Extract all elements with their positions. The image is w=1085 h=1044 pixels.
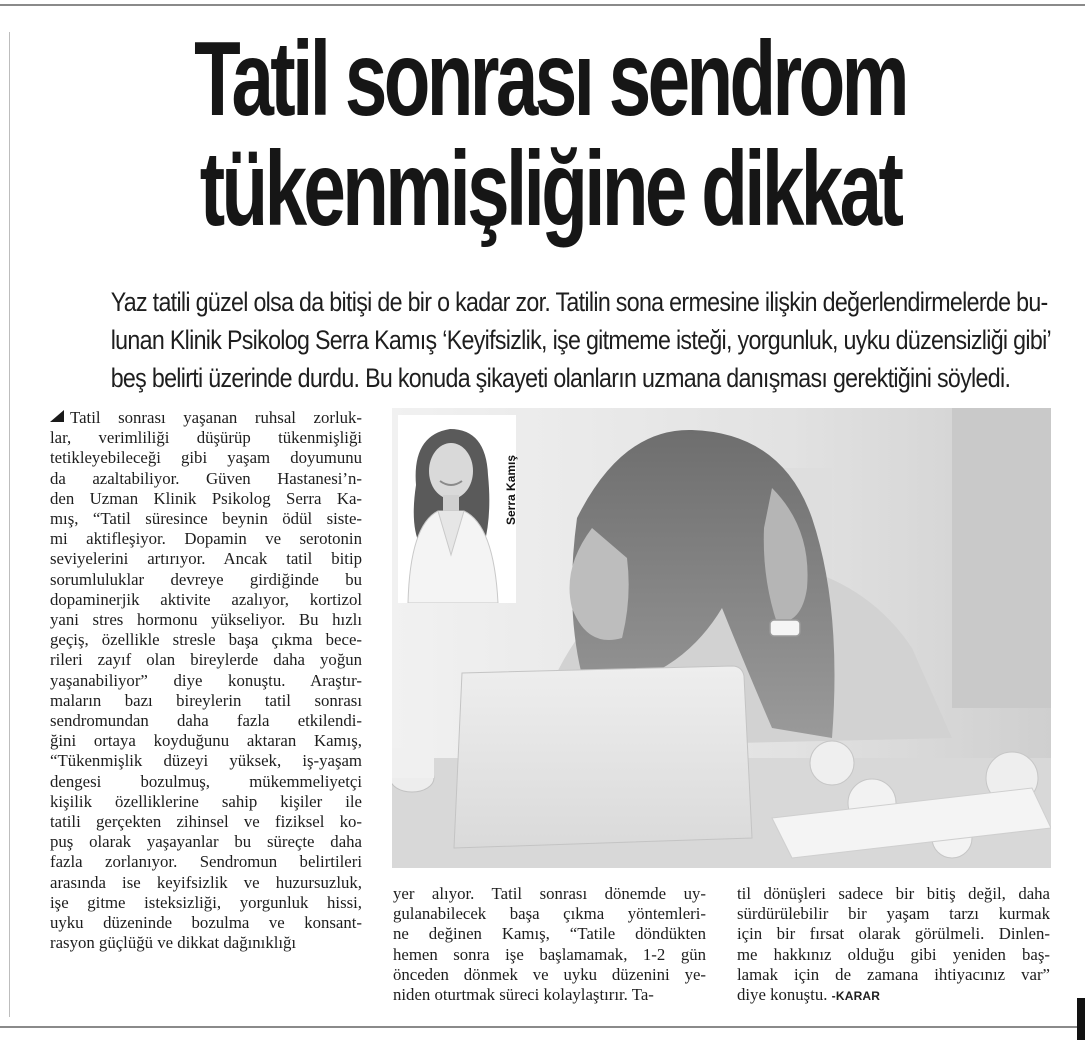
portrait-inset	[398, 415, 516, 603]
body-line-text: önceden dönmek ve uyku düzenini ye-	[393, 964, 706, 984]
body-line	[737, 965, 1050, 985]
body-line	[393, 985, 706, 1005]
body-line-text: mi aktifleşiyor. Dopamin ve serotonin	[50, 529, 362, 549]
body-line-text: yaşanabiliyor” diye konuştu. Araştır-	[50, 670, 362, 690]
body-line	[737, 884, 1050, 904]
body-line-text: fazla zorlanıyor. Sendromun belirtileri	[50, 852, 362, 872]
body-line	[50, 610, 362, 630]
standfirst-line-1: Yaz tatili güzel olsa da bitişi de bir o kadar zor. Tatilin sona ermesine ilişkin değerlendirmelerde bu-	[110, 287, 1048, 317]
body-line	[50, 792, 362, 812]
body-line-text: ne değinen Kamış, “Tatile döndükten	[393, 924, 706, 944]
headline	[176, 20, 925, 248]
body-line-text: “Tükenmişlik düzeyi yüksek, iş-yaşam	[50, 751, 362, 771]
body-line-text: maların bazı bireylerin tatil sonrası	[50, 690, 362, 710]
body-line	[50, 731, 362, 751]
body-line	[393, 904, 706, 924]
body-line	[50, 812, 362, 832]
body-line-text: arasında ise keyifsizlik ve huzursuzluk,	[50, 872, 362, 892]
paragraph-bullet-icon	[50, 410, 64, 422]
bottom-rule	[0, 1026, 1085, 1028]
body-line-text: sürdürülebilir bir yaşam tarzı kurmak	[737, 904, 1050, 924]
body-line-text: da azaltabiliyor. Güven Hastanesi’n-	[50, 468, 362, 488]
headline-line-2: tükenmişliğine dikkat	[199, 130, 901, 248]
body-line-text: işe gitme isteksizliği, yorgunluk hissi,	[50, 892, 362, 912]
body-line-text: tetikleyebileceği gibi yaşam doyumunu	[50, 448, 362, 468]
body-line	[50, 893, 362, 913]
body-line-text: dopaminerjik aktivite azalıyor, kortizol	[50, 589, 362, 609]
body-line-text: diye konuştu.	[737, 985, 828, 1005]
body-line	[50, 852, 362, 872]
standfirst-line-2: lunan Klinik Psikolog Serra Kamış ‘Keyifsizlik, işe gitmeme isteği, yorgunluk, uyku düzensizliği gibi’	[110, 325, 1052, 355]
body-line	[50, 691, 362, 711]
body-line	[50, 751, 362, 771]
body-line	[737, 985, 1050, 1006]
body-line	[50, 630, 362, 650]
body-line	[737, 945, 1050, 965]
body-line	[50, 913, 362, 933]
body-line-text: ğini ortaya koyduğunu aktaran Kamış,	[50, 731, 362, 751]
body-line-text: niden oturtmak süreci kolaylaştırır. Ta-	[393, 985, 654, 1005]
body-line-text: puş olarak yaşayanlar bu süreçte daha	[50, 832, 362, 852]
headline-line-1: Tatil sonrası sendrom	[194, 20, 906, 138]
portrait-caption: Serra Kamış	[504, 454, 518, 525]
body-line	[50, 489, 362, 509]
body-line	[50, 772, 362, 792]
body-line	[50, 711, 362, 731]
body-line-text: me hakkınız olduğu gibi yeniden baş-	[737, 944, 1050, 964]
body-line	[50, 832, 362, 852]
body-line	[50, 873, 362, 893]
body-line	[50, 933, 362, 953]
body-line	[737, 924, 1050, 944]
left-column-rule	[9, 32, 10, 1017]
body-line	[50, 509, 362, 529]
body-line-text: seviyelerini artırıyor. Ancak tatil bitip	[50, 549, 362, 569]
body-line	[50, 408, 362, 428]
body-line-text: lamak için de zamana ihtiyacınız var”	[737, 964, 1050, 984]
body-line	[50, 469, 362, 489]
body-line-text: gulanabilecek başa çıkma yöntemleri-	[393, 904, 706, 924]
body-line-text: rileri zayıf olan bireylerde daha yoğun	[50, 650, 362, 670]
standfirst	[40, 283, 1050, 397]
body-line	[393, 945, 706, 965]
page-corner-mark	[1077, 998, 1085, 1040]
source-credit: -KARAR	[831, 989, 881, 1004]
body-line-text: kişilik özelliklerine sahip kişiler ile	[50, 791, 362, 811]
body-line	[50, 549, 362, 569]
top-rule	[0, 4, 1085, 6]
body-column-3	[737, 884, 1050, 1006]
body-line-text: dengesi bozulmuş, mükemmeliyetçi	[50, 771, 362, 791]
body-line-text: lar, verimliliği düşürüp tükenmişliği	[50, 428, 362, 448]
body-line-text: mış, “Tatil süresince beynin ödül siste-	[50, 509, 362, 529]
body-line-text: rasyon güçlüğü ve dikkat dağınıklığı	[50, 933, 297, 953]
body-line-text: sorumluluklar devreye girdiğinde bu	[50, 569, 362, 589]
body-line	[50, 671, 362, 691]
body-line-text: hemen sonra işe başlamamak, 1-2 gün	[393, 944, 706, 964]
body-line-text: til dönüşleri sadece bir bitiş değil, daha	[737, 884, 1050, 903]
body-line-text: den Uzman Klinik Psikolog Serra Ka-	[50, 488, 362, 508]
body-column-2	[393, 884, 706, 1005]
body-line	[737, 904, 1050, 924]
body-line-text: yer alıyor. Tatil sonrası dönemde uy-	[393, 884, 706, 903]
body-line	[50, 590, 362, 610]
body-line-text: yani stres hormonu yükseliyor. Bu hızlı	[50, 610, 362, 630]
body-line-text: uyku düzeninde bozulma ve konsant-	[50, 913, 362, 933]
standfirst-line-3: beş belirti üzerinde durdu. Bu konuda şikayeti olanların uzmana danışması gerektiğini söyledi.	[110, 363, 1011, 393]
body-line	[50, 529, 362, 549]
body-line-text: Tatil sonrası yaşanan ruhsal zorluk-	[70, 408, 362, 427]
body-line	[393, 965, 706, 985]
body-line	[50, 650, 362, 670]
body-line	[393, 924, 706, 944]
body-line	[50, 448, 362, 468]
body-line-text: için bir fırsat olarak görülmeli. Dinlen-	[737, 924, 1050, 944]
body-line	[393, 884, 706, 904]
body-line-text: geçiş, özellikle stresle başa çıkma bece-	[50, 630, 362, 650]
body-line-text: tatili gerçekten zihinsel ve fiziksel ko-	[50, 812, 362, 832]
body-line-text: sendromundan daha fazla etkilendi-	[50, 711, 362, 731]
body-line	[50, 428, 362, 448]
body-column-1	[50, 408, 362, 953]
body-line	[50, 570, 362, 590]
